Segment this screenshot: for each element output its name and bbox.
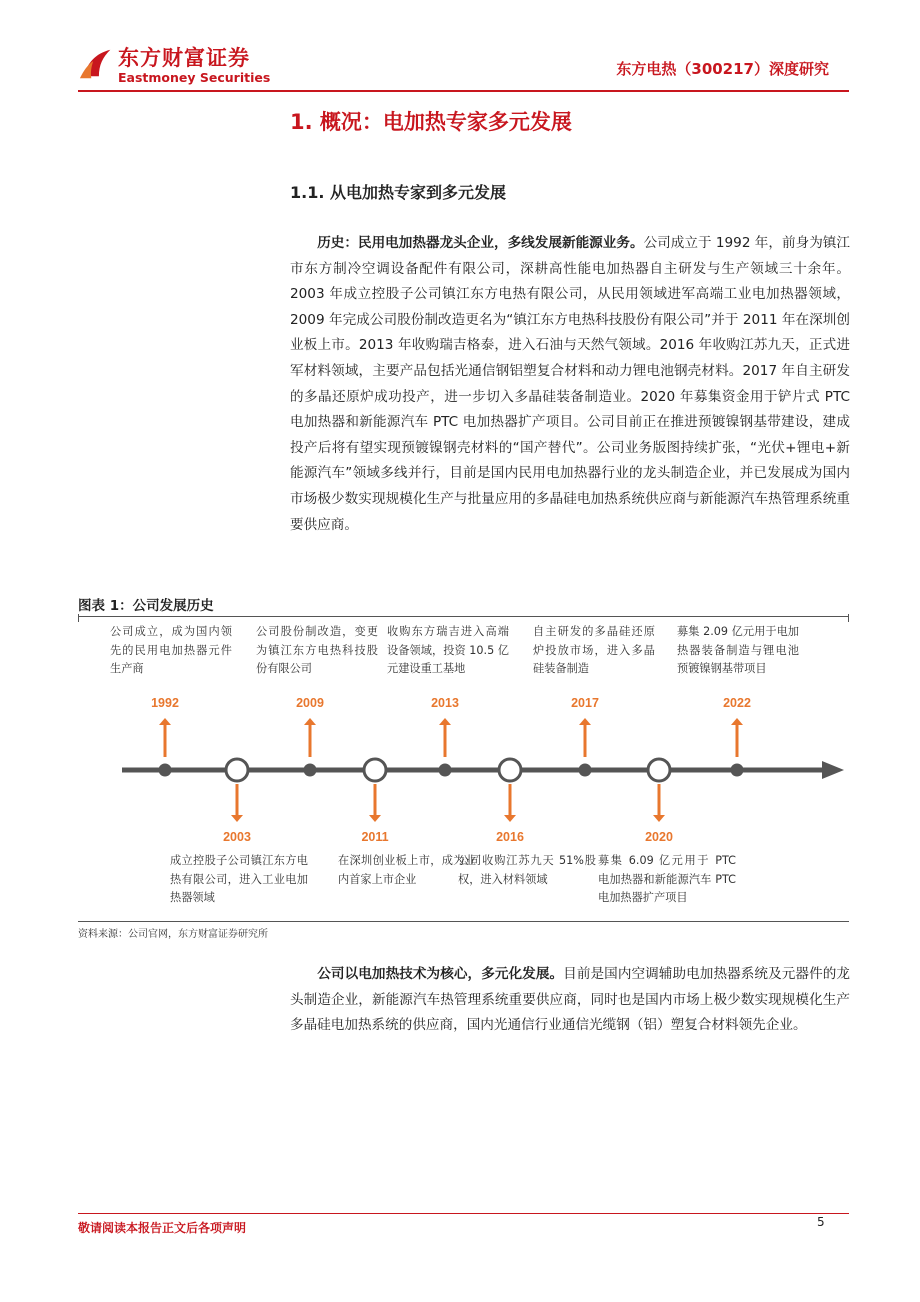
timeline-arrow-2017-head [579, 718, 591, 725]
timeline-node-2022 [731, 764, 744, 777]
timeline-year-2003: 2003 [223, 830, 251, 844]
timeline-arrow-2003-head [231, 815, 243, 822]
timeline-node-2009 [304, 764, 317, 777]
timeline-year-2022: 2022 [723, 696, 751, 710]
timeline-arrow-2016-head [504, 815, 516, 822]
timeline-arrow-1992-head [159, 718, 171, 725]
timeline-year-2017: 2017 [571, 696, 599, 710]
timeline-event-2016: 公司收购江苏九天 51%股权，进入材料领域 [458, 854, 596, 886]
report-title: 东方电热（300217）深度研究 [616, 60, 829, 78]
timeline-event-1992: 公司成立，成为国内领先的民用电加热器元件生产商 [110, 625, 232, 675]
timeline-event-2011: 在深圳创业板上市，成为业内首家上市企业 [338, 854, 476, 886]
timeline-node-2020 [648, 759, 670, 781]
section-heading: 1. 概况：电加热专家多元发展 [290, 110, 572, 134]
timeline-year-2013: 2013 [431, 696, 459, 710]
figure-title: 图表 1：公司发展历史 [78, 598, 214, 614]
timeline-node-2003 [226, 759, 248, 781]
disclaimer-note: 敬请阅读本报告正文后各项声明 [78, 1221, 247, 1235]
core-business-paragraph [290, 962, 850, 1039]
timeline-year-1992: 1992 [151, 696, 179, 710]
timeline-year-2011: 2011 [361, 830, 389, 844]
timeline-arrow-2011-head [369, 815, 381, 822]
page-number: 5 [817, 1215, 825, 1229]
timeline-node-2011 [364, 759, 386, 781]
history-body: 公司成立于 1992 年，前身为镇江市东方制冷空调设备配件有限公司，深耕高性能电加热器自主研发与生产领域三十余年。2003 年成立控股子公司镇江东方电热有限公司，从民用领域进军高端工业电加热器领域，2009 年完成公司股份制改造更名为“镇江东方电热科技股份有限公司”并于 2011 年在深圳创业板上市。2013 年收购瑞吉格泰，进入石油与天然气领域。2016 年收购江苏九天，正式进军材料领域，主要产品包括光通信钢铝塑复合材料和动力锂电池钢壳材料。2017 年自主研发的多晶还原炉成功投产，进一步切入多晶硅装备制造业。2020 年募集资金用于铲片式 PTC 电加热器和新能源汽车 PTC 电加热器扩产项目。公司目前正在推进预镀镍钢基带建设，建成投产后将有望实现预镀镍钢壳材料的“国产替代”。公司业务版图持续扩张，“光伏+锂电+新能源汽车”领域多线并行，目前是国内民用电加热器行业的龙头制造企业，并已发展成为国内市场极少数实现规模化生产与批量应用的多晶硅电加热系统供应商与新能源汽车热管理系统重要供应商。 [290, 235, 850, 533]
figure-bottom-rule [78, 921, 849, 922]
brand-name-en: Eastmoney Securities [118, 70, 271, 85]
timeline-node-1992 [159, 764, 172, 777]
timeline-arrowhead [822, 761, 844, 779]
subsection-heading: 1.1. 从电加热专家到多元发展 [290, 183, 506, 202]
timeline-year-2016: 2016 [496, 830, 524, 844]
brand-name-cn: 东方财富证券 [118, 46, 250, 70]
timeline-event-2017: 自主研发的多晶硅还原炉投放市场，进入多晶硅装备制造 [533, 625, 655, 675]
timeline-arrow-2009-head [304, 718, 316, 725]
core-business-body: 目前是国内空调辅助电加热器系统及元器件的龙头制造企业，新能源汽车热管理系统重要供应商，同时也是国内市场上极少数实现规模化生产多晶硅电加热系统的供应商，国内光通信行业通信光缆钢（铝）塑复合材料领先企业。 [290, 966, 851, 1034]
timeline-year-2009: 2009 [296, 696, 324, 710]
timeline-event-2003: 成立控股子公司镇江东方电热有限公司，进入工业电加热器领域 [170, 854, 308, 904]
history-lead: 历史：民用电加热器龙头企业，多线发展新能源业务。 [317, 235, 644, 251]
timeline-event-2022: 募集 2.09 亿元用于电加热器装备制造与锂电池预镀镍钢基带项目 [677, 625, 799, 675]
timeline-arrow-2022-head [731, 718, 743, 725]
timeline-arrow-2020-head [653, 815, 665, 822]
timeline-arrow-2013-head [439, 718, 451, 725]
core-business-lead: 公司以电加热技术为核心，多元化发展。 [317, 966, 564, 982]
timeline-node-2017 [579, 764, 592, 777]
timeline-node-2016 [499, 759, 521, 781]
footer-divider [78, 1213, 849, 1214]
figure-source: 资料来源：公司官网，东方财富证券研究所 [78, 929, 268, 940]
timeline-event-2013: 收购东方瑞吉进入高端设备领域，投资 10.5 亿元建设重工基地 [387, 625, 509, 675]
timeline-node-2013 [439, 764, 452, 777]
timeline-event-2009: 公司股份制改造，变更为镇江东方电热科技股份有限公司 [256, 625, 378, 675]
timeline-year-2020: 2020 [645, 830, 673, 844]
timeline-event-2020: 募集 6.09 亿元用于 PTC 电加热器和新能源汽车 PTC 电加热器扩产项目 [598, 854, 736, 904]
